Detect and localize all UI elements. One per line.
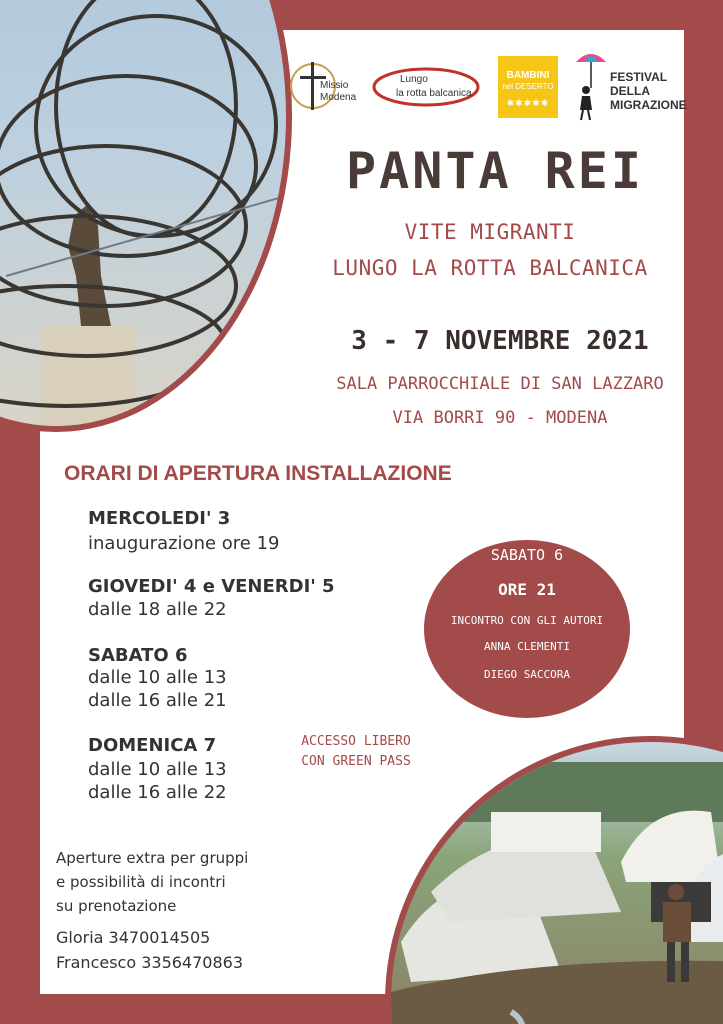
extra-line2: e possibilità di incontri	[56, 873, 226, 891]
venue-name: SALA PARROCCHIALE DI SAN LAZZARO	[336, 374, 664, 394]
event-time: ORE 21	[498, 580, 556, 599]
access-note	[290, 732, 422, 772]
festival-line1: FESTIVAL	[610, 70, 668, 84]
access-line1: ACCESSO LIBERO	[301, 734, 411, 749]
subtitle-line2: LUNGO LA ROTTA BALCANICA	[332, 256, 648, 280]
oval-icon	[372, 66, 480, 108]
contact-gloria: Gloria 3470014505	[56, 928, 211, 947]
missio-line2: Modena	[320, 92, 357, 103]
hours-title: ORARI DI APERTURA INSTALLAZIONE	[64, 462, 452, 485]
event-day: SABATO 6	[490, 546, 564, 564]
subtitle-line1: VITE MIGRANTI	[404, 220, 576, 244]
event-author-2: DIEGO SACCORA	[483, 668, 571, 681]
venue-address: VIA BORRI 90 - MODENA	[392, 408, 608, 428]
festival-migrazione-logo	[574, 48, 687, 126]
hours-time-4b: dalle 16 alle 22	[88, 782, 227, 803]
bambini-line2: nel DESERTO	[502, 82, 554, 91]
hours-day-4: DOMENICA 7	[88, 735, 217, 756]
festival-line3: MIGRAZIONE	[610, 98, 687, 112]
hours-time-1a: inaugurazione ore 19	[88, 533, 280, 554]
hours-time-3a: dalle 10 alle 13	[88, 667, 227, 688]
event-dates: 3 - 7 NOVEMBRE 2021	[351, 326, 649, 356]
event-description: INCONTRO CON GLI AUTORI	[450, 614, 604, 627]
sponsor-logos	[288, 48, 688, 126]
festival-line2: DELLA	[610, 84, 650, 98]
bambini-line1: BAMBINI	[506, 70, 550, 81]
missio-modena-logo	[288, 58, 360, 114]
author-event-badge	[424, 540, 630, 718]
lungo-line2: la rotta balcanica	[396, 88, 472, 99]
event-author-1: ANNA CLEMENTI	[483, 640, 571, 653]
umbrella-figure-icon	[574, 48, 608, 122]
hours-day-2: GIOVEDI' 4 e VENERDI' 5	[88, 576, 335, 597]
hours-day-1: MERCOLEDI' 3	[88, 508, 231, 529]
bambini-deserto-logo	[498, 56, 558, 118]
extra-openings-note	[56, 846, 326, 918]
hours-time-4a: dalle 10 alle 13	[88, 759, 227, 780]
hours-day-3: SABATO 6	[88, 645, 188, 666]
contact-francesco: Francesco 3356470863	[56, 953, 244, 972]
lungo-line1: Lungo	[400, 74, 428, 85]
poster-title: PANTA REI	[346, 142, 644, 200]
hours-time-3b: dalle 16 alle 21	[88, 690, 227, 711]
extra-line3: su prenotazione	[56, 897, 177, 915]
access-line2: CON GREEN PASS	[301, 754, 411, 769]
extra-line1: Aperture extra per gruppi	[56, 849, 249, 867]
lungo-rotta-logo	[372, 66, 482, 110]
children-figures-icon: ✱✱✱✱✱	[506, 98, 550, 108]
missio-line1: Missio	[320, 80, 349, 91]
hours-time-2a: dalle 18 alle 22	[88, 599, 227, 620]
